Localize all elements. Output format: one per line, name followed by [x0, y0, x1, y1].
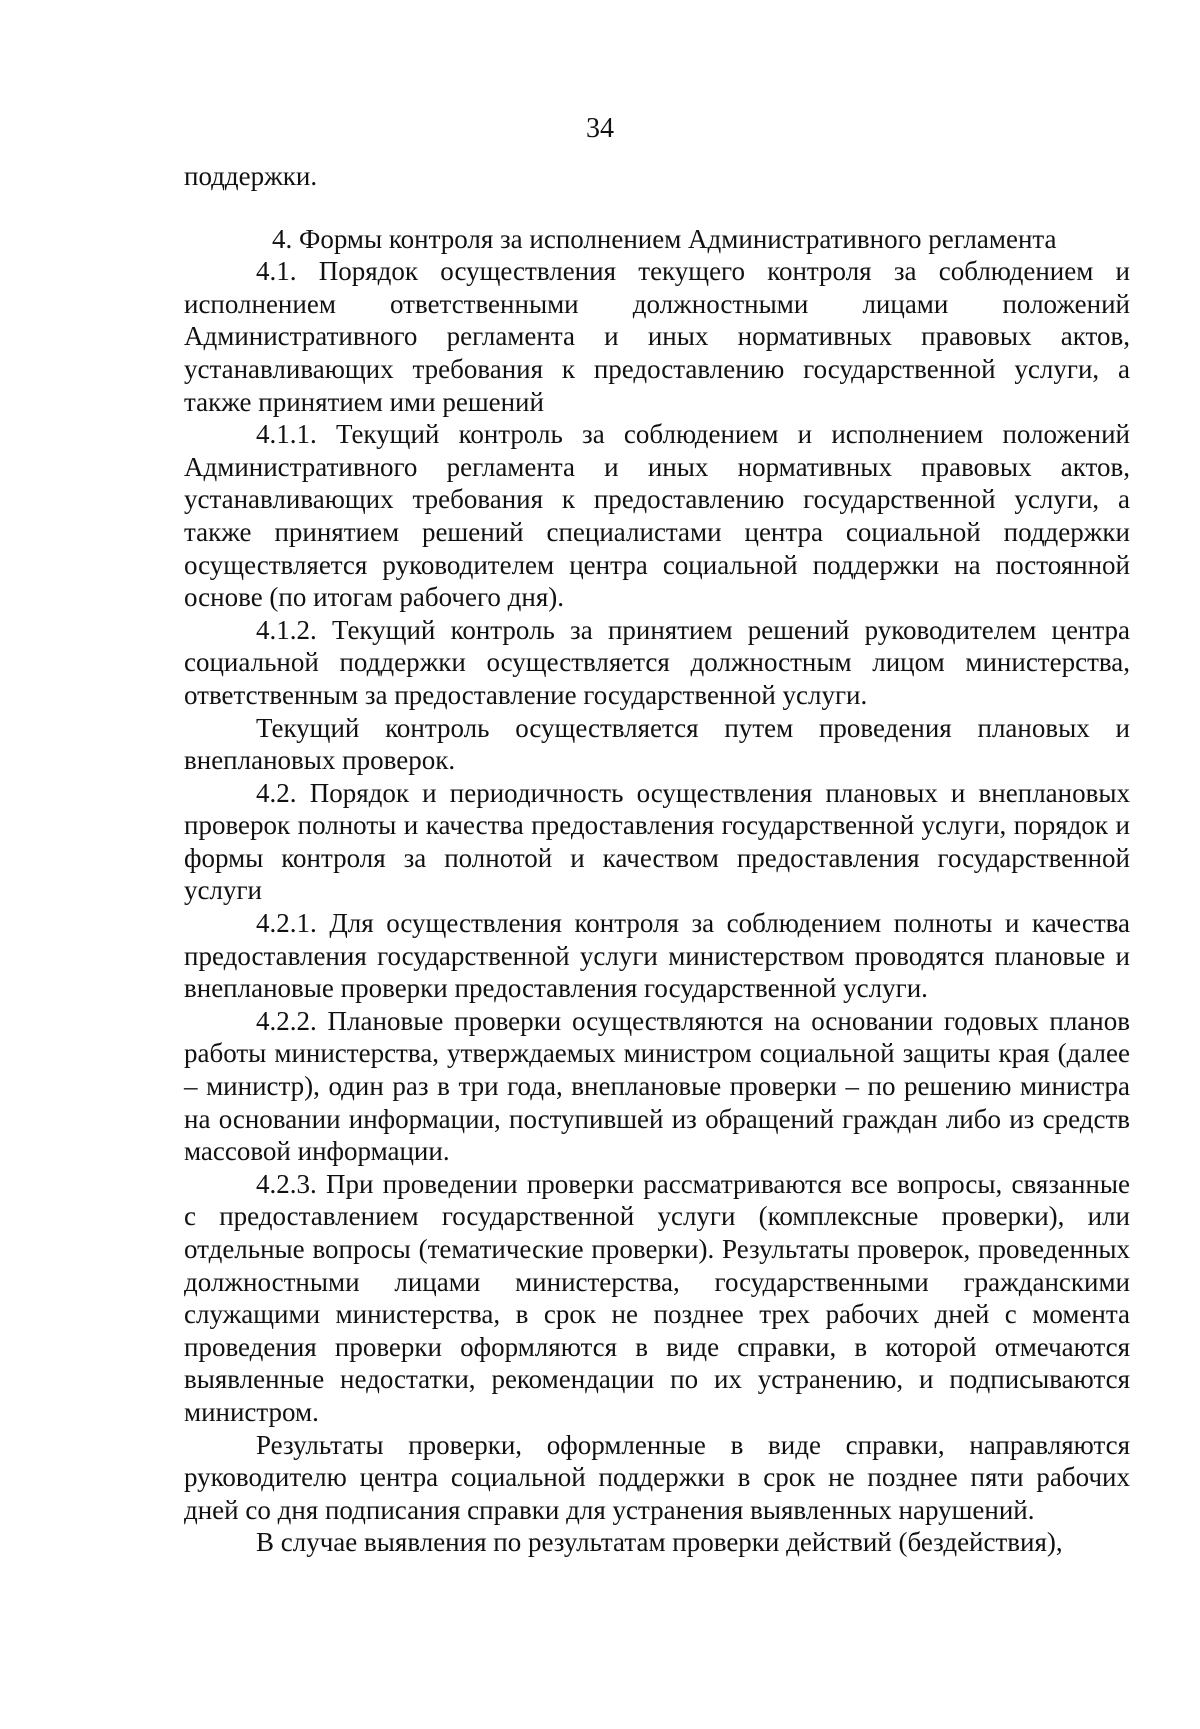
paragraph-continuation: поддержки.: [184, 161, 318, 191]
subsection-heading-4-1: 4.1. Порядок осуществления текущего контроля за соблюдением и исполнением ответственными должностными лицами положений Административного регламента и иных нормативных правовых актов, устанавливающих требования к предоставлению государственной услуги, а также принятием ими решений: [184, 256, 1130, 417]
paragraph-4-2-3: 4.2.3. При проведении проверки рассматриваются все вопросы, связанные с предоставлением государственной услуги (комплексные проверки), или отдельные вопросы (тематические проверки). Результаты проверок, проведенных должностными лицами министерства, государственными гражданскими служащими министерства, в срок не позднее трех рабочих дней с момента проведения проверки оформляются в виде справки, в которой отмечаются выявленные недостатки, рекомендации по их устранению, и подписываются министром.: [184, 1168, 1130, 1427]
subsection-heading-4-2: 4.2. Порядок и периодичность осуществления плановых и внеплановых проверок полноты и качества предоставления государственной услуги, порядок и формы контроля за полнотой и качеством предоставления государственной услуги: [184, 777, 1130, 906]
document-body: [184, 160, 1130, 1559]
paragraph-4-2-2: 4.2.2. Плановые проверки осуществляются на основании годовых планов работы министерства, утверждаемых министром социальной защиты края (далее – министр), один раз в три года, внеплановые проверки – по решению министра на основании информации, поступившей из обращений граждан либо из средств массовой информации.: [184, 1005, 1130, 1167]
paragraph-violations: В случае выявления по результатам проверки действий (бездействия),: [256, 1527, 1063, 1558]
paragraph-current-control: Текущий контроль осуществляется путем проведения плановых и внеплановых проверок.: [184, 712, 1130, 776]
page-number: 34: [586, 113, 614, 144]
paragraph-4-1-2: 4.1.2. Текущий контроль за принятием решений руководителем центра социальной поддержки осуществляется должностным лицом министерства, ответственным за предоставление государственной услуги.: [184, 614, 1130, 710]
paragraph-4-1-1: 4.1.1. Текущий контроль за соблюдением и исполнением положений Административного регламента и иных нормативных правовых актов, устанавливающих требования к предоставлению государственной услуги, а также принятием решений специалистами центра социальной поддержки осуществляется руководителем центра социальной поддержки на постоянной основе (по итогам рабочего дня).: [184, 419, 1130, 613]
paragraph-results: Результаты проверки, оформленные в виде справки, направляются руководителю центра социальной поддержки в срок не позднее пяти рабочих дней со дня подписания справки для устранения выявленных нарушений.: [184, 1429, 1130, 1525]
paragraph-4-2-1: 4.2.1. Для осуществления контроля за соблюдением полноты и качества предоставления государственной услуги министерством проводятся плановые и внеплановые проверки предоставления государственной услуги.: [184, 908, 1130, 1004]
section-heading-4: 4. Формы контроля за исполнением Административного регламента: [272, 223, 1057, 254]
